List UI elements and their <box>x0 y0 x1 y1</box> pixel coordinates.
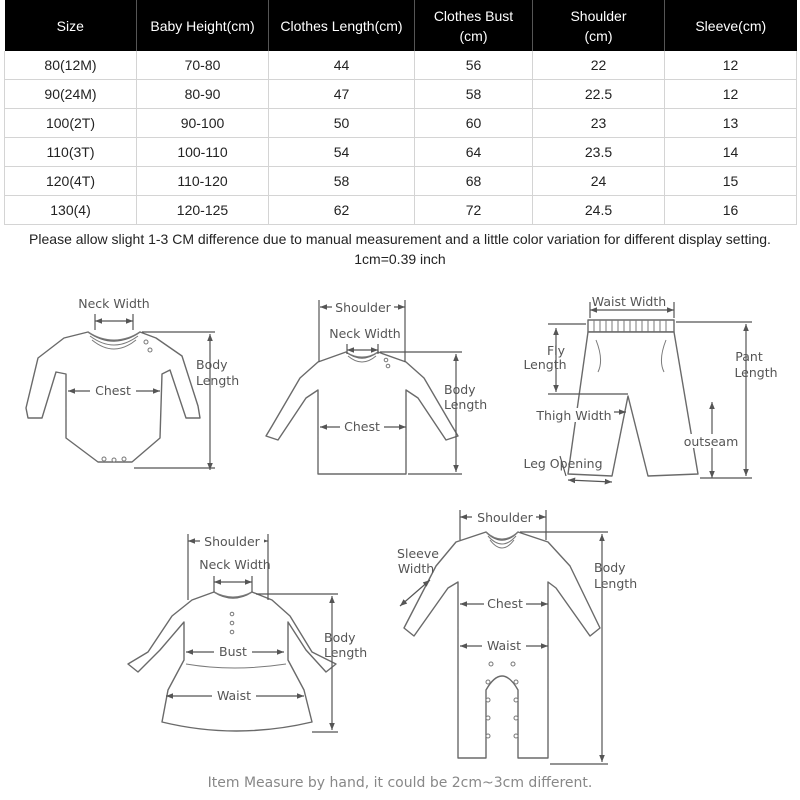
table-cell: 60 <box>415 109 533 138</box>
table-cell: 14 <box>665 138 797 167</box>
table-cell: 72 <box>415 196 533 225</box>
pants-pant-label: Pant <box>735 349 763 364</box>
table-cell: 56 <box>415 51 533 80</box>
table-cell: 15 <box>665 167 797 196</box>
bodysuit-diagram <box>26 296 239 470</box>
table-cell: 110-120 <box>137 167 269 196</box>
pants-fly-length-label: Length <box>523 357 567 372</box>
table-cell: 130(4) <box>5 196 137 225</box>
table-row <box>5 167 797 196</box>
table-cell: 90(24M) <box>5 80 137 109</box>
table-cell: 110(3T) <box>5 138 137 167</box>
table-cell: 47 <box>269 80 415 109</box>
bodysuit-chest-label: Chest <box>95 383 131 398</box>
table-cell: 22 <box>533 51 665 80</box>
table-row <box>5 51 797 80</box>
pants-pant-length-label: Length <box>734 365 778 380</box>
table-cell: 12 <box>665 51 797 80</box>
romper-chest-label: Chest <box>487 596 523 611</box>
shirt-outline <box>266 352 458 474</box>
dress-neck-width-label: Neck Width <box>199 557 271 572</box>
table-cell: 13 <box>665 109 797 138</box>
pants-fly-label: Fly <box>546 343 566 358</box>
table-cell: 58 <box>269 167 415 196</box>
table-cell: 70-80 <box>137 51 269 80</box>
romper-sleeve-width-label: Width <box>397 561 435 576</box>
table-cell: 12 <box>665 80 797 109</box>
shirt-chest-label: Chest <box>344 419 380 434</box>
table-cell: 100-110 <box>137 138 269 167</box>
pants-thigh-width-label: Thigh Width <box>536 408 612 423</box>
table-row <box>5 109 797 138</box>
pants-outline <box>568 332 698 476</box>
romper-waist-label: Waist <box>486 638 522 653</box>
table-cell: 80(12M) <box>5 51 137 80</box>
shirt-diagram <box>266 299 487 474</box>
pants-waist-width-label: Waist Width <box>591 294 667 309</box>
header-clothes-length: Clothes Length(cm) <box>269 0 415 51</box>
table-cell: 50 <box>269 109 415 138</box>
bodysuit-neck-width-label: Neck Width <box>78 296 150 311</box>
pants-diagram <box>523 294 777 482</box>
dress-body-label: Body <box>324 630 356 645</box>
header-shoulder: Shoulder (cm) <box>533 0 665 51</box>
conversion-note: 1cm=0.39 inch <box>354 251 446 267</box>
pants-waistband <box>588 320 674 332</box>
table-cell: 23 <box>533 109 665 138</box>
table-cell: 16 <box>665 196 797 225</box>
table-row <box>5 138 797 167</box>
table-cell: 44 <box>269 51 415 80</box>
romper-shoulder-label: Shoulder <box>477 510 533 525</box>
table-cell: 22.5 <box>533 80 665 109</box>
table-row <box>5 196 797 225</box>
measurement-notice <box>0 229 800 269</box>
dress-bust-label: Bust <box>219 644 247 659</box>
romper-diagram <box>397 509 637 764</box>
size-chart-table <box>4 0 797 225</box>
header-baby-height: Baby Height(cm) <box>137 0 269 51</box>
pants-outseam-label: outseam <box>683 434 739 449</box>
table-cell: 62 <box>269 196 415 225</box>
bodysuit-length-label: Length <box>196 373 240 388</box>
footnote: Item Measure by hand, it could be 2cm~3cm different. <box>207 775 593 791</box>
table-cell: 54 <box>269 138 415 167</box>
table-cell: 24.5 <box>533 196 665 225</box>
bodysuit-body-label: Body <box>196 357 228 372</box>
dress-length-label: Length <box>324 645 368 660</box>
table-header-row <box>5 0 797 51</box>
dress-waist-label: Waist <box>216 688 252 703</box>
pants-leg-opening-label: Leg Opening <box>523 456 603 471</box>
shirt-neck-width-label: Neck Width <box>329 326 401 341</box>
romper-sleeve-label: Sleeve <box>397 546 439 561</box>
romper-length-label: Length <box>594 576 638 591</box>
table-cell: 24 <box>533 167 665 196</box>
table-cell: 90-100 <box>137 109 269 138</box>
table-cell: 64 <box>415 138 533 167</box>
header-size: Size <box>5 0 137 51</box>
table-cell: 68 <box>415 167 533 196</box>
header-clothes-bust: Clothes Bust (cm) <box>415 0 533 51</box>
shirt-body-label: Body <box>444 382 476 397</box>
table-cell: 58 <box>415 80 533 109</box>
dress-diagram <box>128 533 367 732</box>
shirt-length-label: Length <box>444 397 488 412</box>
table-cell: 23.5 <box>533 138 665 167</box>
table-cell: 120(4T) <box>5 167 137 196</box>
measurement-diagrams <box>0 268 800 773</box>
table-cell: 100(2T) <box>5 109 137 138</box>
dress-shoulder-label: Shoulder <box>204 534 260 549</box>
notice-line: Please allow slight 1-3 CM difference due to manual measurement and a little color variation for different display setting. <box>29 231 771 247</box>
romper-body-label: Body <box>594 560 626 575</box>
table-cell: 120-125 <box>137 196 269 225</box>
table-row <box>5 80 797 109</box>
shirt-shoulder-label: Shoulder <box>335 300 391 315</box>
table-cell: 80-90 <box>137 80 269 109</box>
header-sleeve: Sleeve(cm) <box>665 0 797 51</box>
